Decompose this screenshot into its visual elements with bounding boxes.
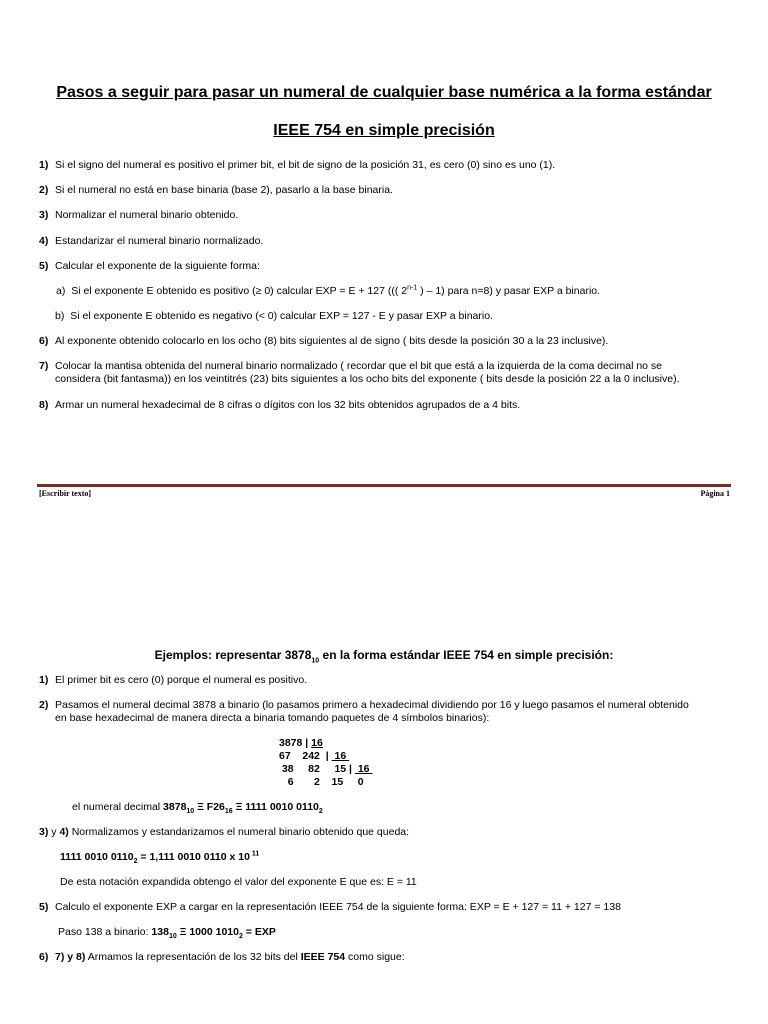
step-text: Al exponente obtenido colocarlo en los ocho (8) bits siguientes al de signo ( bits desde la posición 30 a la 23 inclusive). [55, 335, 609, 347]
example-step-2 [39, 699, 689, 712]
division-row-3: 38 82 15 | 16 [279, 763, 373, 775]
step-text: Estandarizar el numeral binario normalizado. [55, 235, 264, 247]
step-number: 3) [39, 826, 49, 838]
division-row-1: 3878 | 16 [279, 737, 323, 749]
example-step-2-continuation: en base hexadecimal de manera directa a binaria tomando paquetes de 4 símbolos binarios): [55, 712, 490, 724]
step-text: Colocar la mantisa obtenida del numeral binario normalizado ( recordar que el bit que está a la izquierda de la coma decimal no se [55, 360, 663, 372]
step-number: 3) [39, 209, 49, 221]
step-number: 4) [39, 235, 49, 247]
division-row-2: 67 242 | 16 [279, 750, 350, 762]
step-number: 2) [39, 184, 49, 196]
substep-b [55, 310, 493, 323]
step-number-2: 4) [59, 826, 69, 838]
step-7-continuation: considera (bit fantasma)) en los veintitrés (23) bits siguientes a los ocho bits del exponente ( bits desde la posición 22 a la 0 inclusive). [55, 373, 680, 385]
footer-page-number: Página 1 [700, 489, 730, 498]
step-text: Calcular el exponente de la siguiente forma: [55, 260, 260, 272]
step-8 [39, 399, 520, 412]
step-number: 6) [39, 335, 49, 347]
step-number: 8) [39, 399, 49, 411]
substep-text-post: ) – 1) para n=8) y pasar EXP a binario. [417, 285, 601, 297]
step-number: 1) [39, 159, 49, 171]
substep-label: b) [55, 310, 65, 322]
step-text: El primer bit es cero (0) porque el numeral es positivo. [55, 674, 308, 686]
step-text: Calculo el exponente EXP a cargar en la representación IEEE 754 de la siguiente forma: EXP = E + 127 = 11 + 127 = 138 [55, 901, 621, 913]
footer-divider [37, 484, 731, 487]
step-text: Si el numeral no está en base binaria (base 2), pasarlo a la base binaria. [55, 184, 393, 196]
step-5 [39, 260, 260, 273]
division-row-4: 6 2 15 0 [279, 776, 364, 788]
exp-binary: Paso 138 a binario: $138_{10}$ Ξ 1000 $1010_2$ = EXP [58, 926, 276, 941]
step-1 [39, 159, 555, 172]
substep-label: a) [56, 285, 66, 297]
step-number: 6) [39, 951, 49, 963]
example-step-5 [39, 901, 621, 914]
step-text: Normalizar el numeral binario obtenido. [55, 209, 239, 221]
substep-superscript: n-1 [407, 284, 418, 292]
step-text: Normalizamos y estandarizamos el numeral binario obtenido que queda: [68, 826, 410, 838]
substep-text: Si el exponente E obtenido es negativo (< 0) calcular EXP = 127 - E y pasar EXP a binario. [70, 310, 493, 322]
step-number: 1) [39, 674, 49, 686]
footer-left: [Escribir texto] [39, 489, 92, 498]
step-4 [39, 235, 263, 248]
step-3 [39, 209, 238, 222]
step-text: Pasamos el numeral decimal 3878 a binario (lo pasamos primero a hexadecimal dividiendo por 16 y luego pasamos el numeral obtenido [55, 699, 689, 711]
page-title: Pasos a seguir para pasar un numeral de cualquier base numérica a la forma estándar [56, 84, 712, 101]
exponent-note: De esta notación expandida obtengo el valor del exponente E que es: E = 11 [60, 876, 417, 888]
step-6 [39, 335, 608, 348]
example-step-6-7-8: 6) 7) y 8) Armamos la representación de los 32 bits del IEEE 754 como sigue: [39, 951, 405, 963]
page-subtitle: IEEE 754 en simple precisión [273, 122, 495, 139]
normalized-binary: 1111 0010 $0110_2 = 1,111$ 0010 0110 x 10 $^{11}$ [60, 850, 260, 866]
step-7 [39, 360, 662, 373]
step-number: 7) [39, 360, 49, 372]
substep-text-pre: Si el exponente E obtenido es positivo (≥ 0) calcular EXP = E + 127 ((( 2 [71, 285, 408, 297]
step-number: 2) [39, 699, 49, 711]
substep-a [56, 285, 600, 298]
step-number-2: 7) y 8) [55, 951, 86, 963]
conversion-result: el numeral decimal $3878_{10}$ Ξ $F26_{16}$ Ξ 1111 0010 $0110_2$ [72, 801, 323, 816]
step-text: Armar un numeral hexadecimal de 8 cifras o dígitos con los 32 bits obtenidos agrupados de a 4 bits. [55, 399, 521, 411]
example-step-1 [39, 674, 307, 687]
examples-title: Ejemplos: representar $3878_{10}$ en la forma estándar IEEE 754 en simple precisión: [154, 648, 614, 665]
step-text: Si el signo del numeral es positivo el primer bit, el bit de signo de la posición 31, es cero (0) sino es uno (1). [55, 159, 556, 171]
example-step-3-4: 3) y 4) Normalizamos y estandarizamos el numeral binario obtenido que queda: [39, 826, 410, 838]
step-number: 5) [39, 260, 49, 272]
step-2 [39, 184, 393, 197]
step-number: 5) [39, 901, 49, 913]
